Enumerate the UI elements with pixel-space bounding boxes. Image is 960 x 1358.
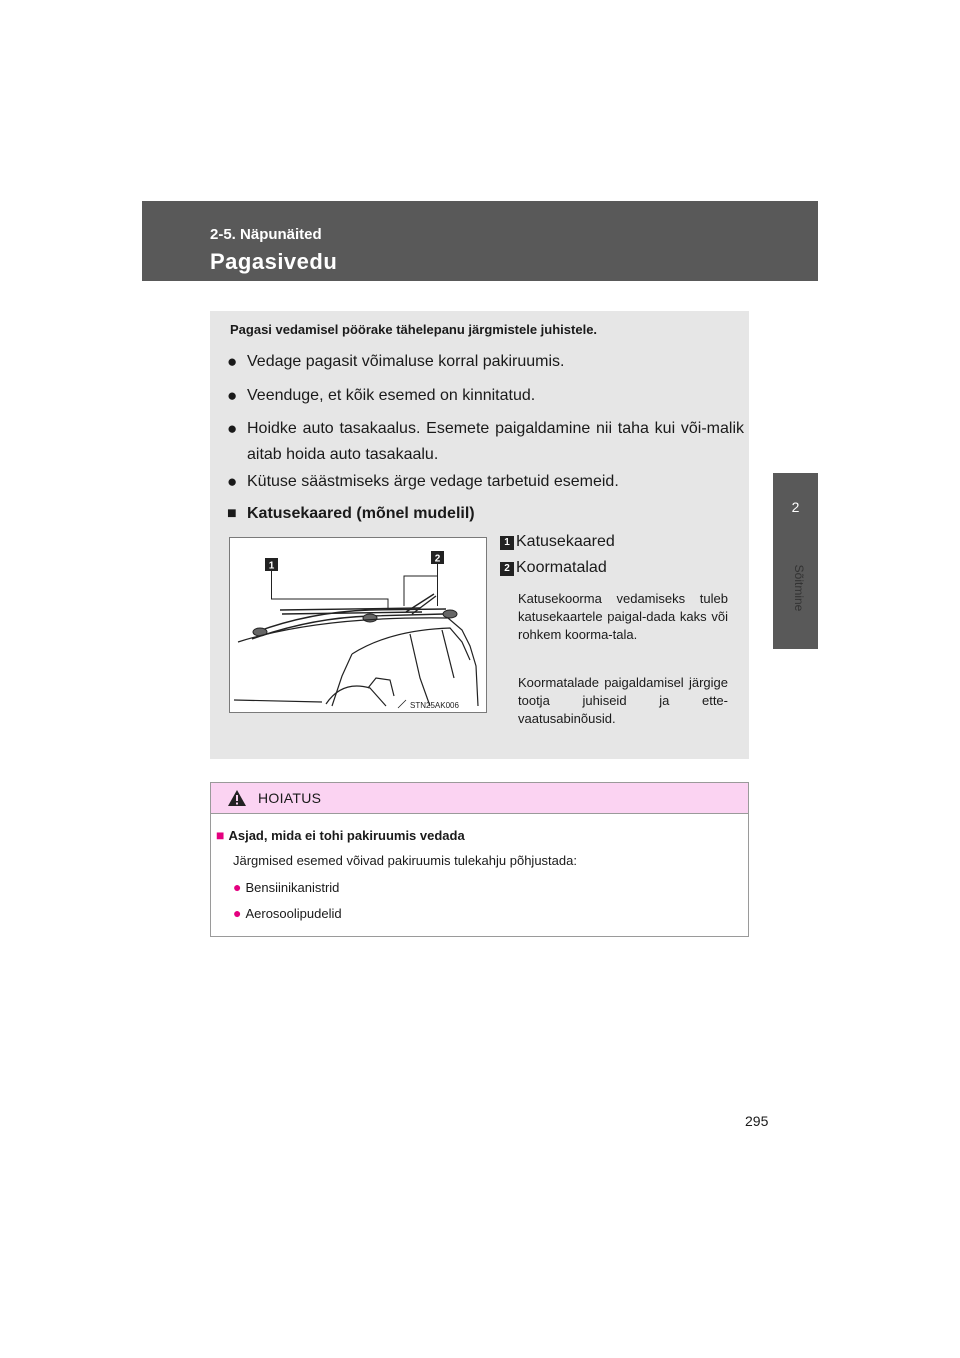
warning-subheading: [216, 827, 465, 843]
bullet-dot-icon: ●: [227, 472, 238, 491]
warning-subheading-text: Asjad, mida ei tohi pakiruumis vedada: [228, 828, 465, 843]
legend-label: Koormatalad: [516, 559, 607, 576]
section-label: 2-5. Näpunäited: [210, 226, 322, 243]
bullet-text: Kütuse säästmiseks ärge vedage tarbetuid esemeid.: [247, 473, 619, 490]
callout-1-label: 1: [268, 560, 275, 572]
warning-item-text: Aerosoolipudelid: [245, 906, 342, 921]
roof-rails-figure: [229, 537, 487, 713]
warning-item-text: Bensiinikanistrid: [245, 880, 340, 895]
warning-list-item: [233, 905, 342, 921]
figure-code: STN25AK006: [410, 701, 459, 710]
bullet-dot-icon: ●: [233, 905, 242, 921]
square-bullet-icon: ■: [227, 505, 237, 522]
page-title: Pagasivedu: [210, 249, 338, 274]
roof-rail: [252, 594, 446, 639]
intro-text: Pagasi vedamisel pöörake tähelepanu järgmistele juhistele.: [230, 322, 598, 337]
car-roof-illustration: [230, 538, 486, 712]
code-tick: [398, 700, 406, 708]
bullet-dot-icon: ●: [227, 386, 238, 405]
bullet-text: Hoidke auto tasakaalus. Esemete paigaldamine nii taha kui või-malik aitab hoida auto tasakaalu.: [247, 420, 744, 463]
legend-label: Katusekaared: [516, 533, 615, 550]
info-box: [210, 311, 749, 759]
warning-list-item: [233, 879, 339, 895]
warning-title: HOIATUS: [258, 790, 322, 806]
warning-text: Järgmised esemed võivad pakiruumis tulekahju põhjustada:: [233, 853, 577, 868]
chapter-label: [784, 548, 814, 628]
note-paragraph: Koormatalade paigaldamisel järgige tootja juhiseid ja ette-vaatusabinõusid.: [518, 675, 728, 726]
legend-number: 2: [500, 562, 514, 576]
leader-lines: [272, 564, 438, 608]
chapter-label-text: Sõitmine: [792, 564, 806, 612]
callout-2-label: 2: [434, 553, 441, 565]
warning-header: [211, 783, 748, 814]
note-paragraph: Katusekoorma vedamiseks tuleb katusekaartele paigal-dada kaks või rohkem koorma-tala.: [518, 591, 728, 642]
car-body: [234, 618, 478, 706]
bullet-text: Veenduge, et kõik esemed on kinnitatud.: [247, 387, 536, 404]
bullet-dot-icon: ●: [227, 352, 238, 371]
subheading-text: Katusekaared (mõnel mudelil): [247, 505, 475, 522]
chapter-number: 2: [791, 499, 800, 515]
square-bullet-icon: ■: [216, 827, 225, 843]
bullet-dot-icon: ●: [233, 879, 242, 895]
section-header: [142, 201, 818, 281]
bullet-dot-icon: ●: [227, 419, 238, 438]
bullet-text: Vedage pagasit võimaluse korral pakiruumis.: [247, 353, 565, 370]
warning-box: [210, 782, 749, 937]
legend-number: 1: [500, 536, 514, 550]
page-number: 295: [745, 1113, 769, 1129]
warning-triangle-icon: [227, 789, 247, 807]
